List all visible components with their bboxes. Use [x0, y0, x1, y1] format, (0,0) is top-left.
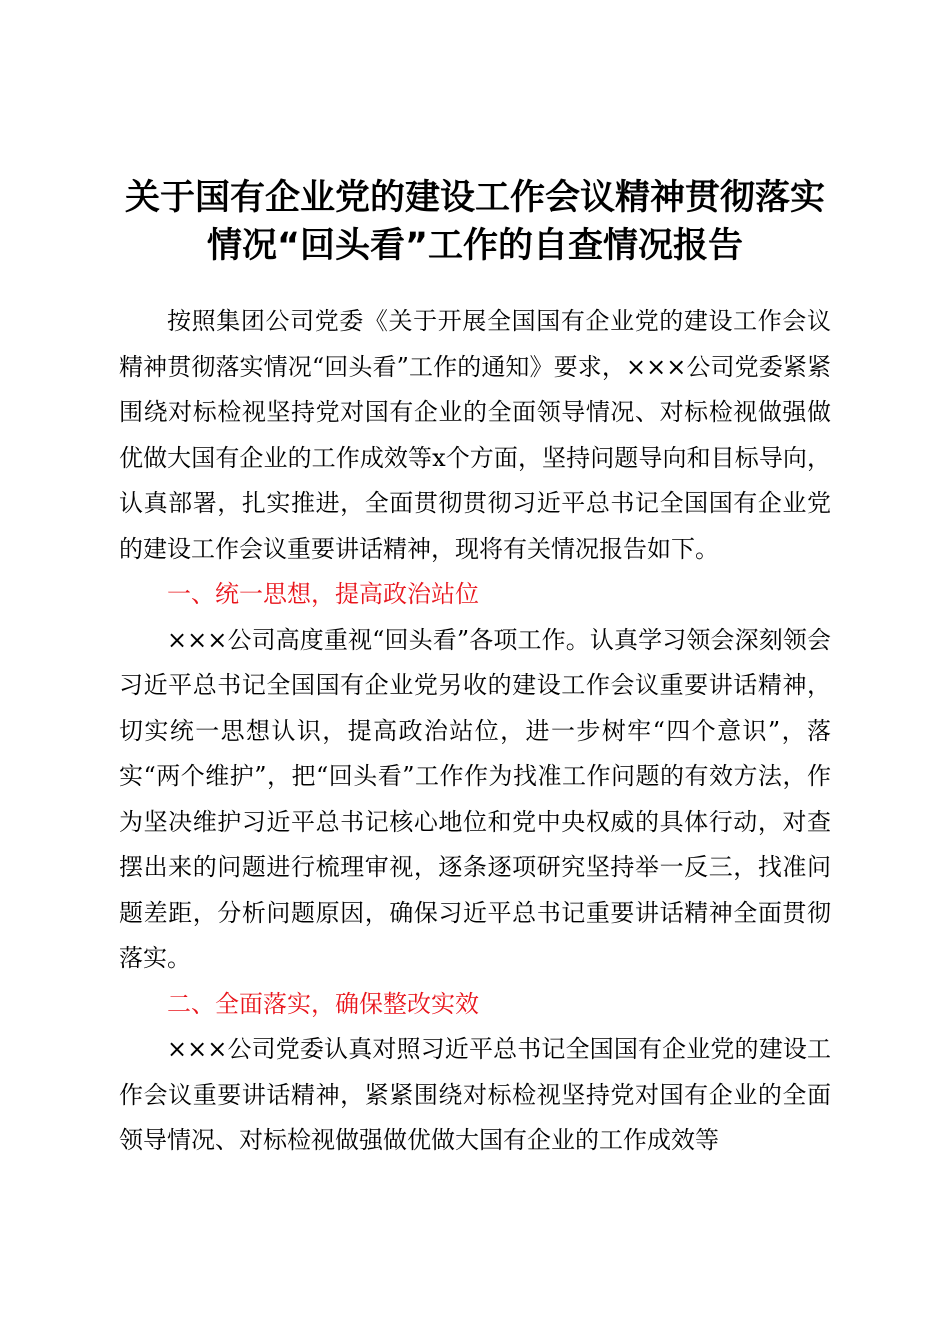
document-title-line-2: 情况“回头看”工作的自查情况报告	[206, 226, 743, 266]
document-body	[119, 299, 831, 1164]
section-2-paragraph: ×××公司党委认真对照习近平总书记全国国有企业党的建设工作会议重要讲话精神，紧紧围绕对标检视坚持党对国有企业的全面领导情况、对标检视做强做优做大国有企业的工作成效等	[119, 1035, 831, 1154]
document-title-line-1: 关于国有企业党的建设工作会议精神贯彻落实	[124, 178, 825, 218]
section-2-heading: 二、全面落实，确保整改实效	[167, 989, 479, 1018]
section-1-text-start: ×××公司高度重视“回头看”各项工作。认真学习领会深刻领会习近平总书记全国国有企业党	[119, 625, 831, 699]
section-1-text-end: 的建设工作会议重要讲话精神，切实统一思想认识，提高政治站位，进一步树牢“四个意识”，落实“两个维护”，把“回头看”工作作为找准工作问题的有效方法，作为坚决维护习近平总书记核心地位和党中央权威的具体行动，对查摆出来的问题进行梳理审视，逐条逐项研究坚持举一反三，找准问题差距，分析问题原因，确保习近平总书记重要讲话精神全面贯彻落实。	[119, 671, 832, 972]
section-1-paragraph	[119, 618, 831, 982]
section-1-heading: 一、统一思想，提高政治站位	[167, 580, 479, 608]
inserted-mark-text: 另收	[438, 671, 488, 699]
intro-paragraph: 按照集团公司党委《关于开展全国国有企业党的建设工作会议精神贯彻落实情况“回头看”工作的通知》要求，×××公司党委紧紧围绕对标检视坚持党对国有企业的全面领导情况、对标检视做强做优做大国有企业的工作成效等x个方面，坚持问题导向和目标导向，认真部署，扎实推进，全面贯彻贯彻习近平总书记全国国有企业党的建设工作会议重要讲话精神，现将有关情况报告如下。	[119, 307, 831, 563]
